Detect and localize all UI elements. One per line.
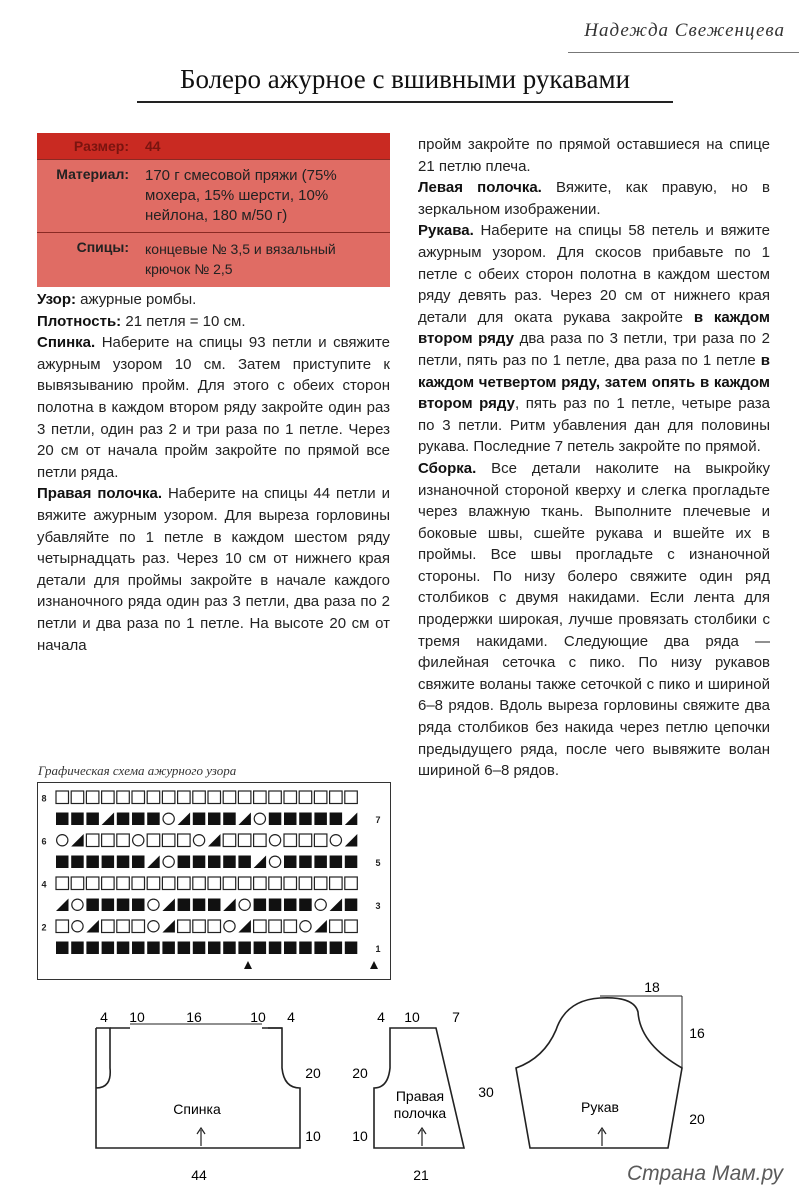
chart-cell-filled: [330, 813, 343, 826]
chart-cell-empty: [254, 877, 267, 890]
heading-right-front: Правая полочка.: [37, 485, 163, 503]
chart-cell-filled: [208, 856, 221, 869]
paragraph-pattern: [37, 289, 390, 311]
back-top-dim-2: 10: [129, 1009, 145, 1025]
title-underline: [137, 101, 673, 103]
chart-cell-empty: [314, 791, 327, 804]
spec-row-size: [37, 133, 390, 160]
chart-cell-empty: [284, 920, 297, 933]
chart-row-number: 5: [375, 858, 381, 868]
sleeve-outline: [516, 998, 682, 1148]
chart-cell-filled: [71, 942, 84, 955]
chart-cell-empty: [269, 791, 282, 804]
chart-cell-yarnover: [269, 835, 280, 846]
chart-cell-filled: [254, 899, 267, 912]
chart-cell-filled: [102, 942, 115, 955]
chart-cell-decrease: [208, 834, 221, 847]
front-label-1: Правая: [395, 1088, 445, 1104]
chart-cell-empty: [223, 791, 236, 804]
chart-cell-filled: [223, 856, 236, 869]
chart-cell-empty: [238, 791, 251, 804]
text-sleeves-a: Наберите на спицы 58 петель и вяжите ажурным узором. Для скосов прибавьте по 1 петле с обеих сторон полотна в каждом шестом ряду девять раз. Через 20 см от нижнего края детали для оката рукава закройте: [418, 222, 770, 326]
chart-cell-filled: [56, 856, 69, 869]
front-label-2: полочка: [393, 1105, 447, 1121]
chart-cell-yarnover: [72, 921, 83, 932]
chart-cell-yarnover: [300, 921, 311, 932]
chart-cell-filled: [132, 899, 145, 912]
chart-cell-empty: [117, 834, 130, 847]
chart-cell-empty: [71, 791, 84, 804]
sleeve-top-dim: 18: [644, 979, 660, 995]
chart-cell-empty: [102, 877, 115, 890]
chart-cell-empty: [208, 877, 221, 890]
chart-cell-decrease: [71, 834, 84, 847]
text-left-front: Вяжите, как правую, но в зеркальном изображении.: [418, 179, 770, 218]
chart-cell-empty: [254, 834, 267, 847]
back-schematic: [96, 1024, 300, 1148]
chart-cell-empty: [86, 834, 99, 847]
chart-cell-empty: [132, 920, 145, 933]
text-sleeves-c: два раза по 3 петли, три раза по 2 петли, пять раз по 1 петле, два раза по 1 петле: [418, 330, 770, 369]
chart-cell-filled: [117, 856, 130, 869]
chart-cell-empty: [147, 834, 160, 847]
chart-cell-filled: [56, 942, 69, 955]
chart-cell-empty: [238, 877, 251, 890]
back-right-dim-2: 10: [305, 1128, 321, 1144]
chart-caption: Графическая схема ажурного узора: [38, 763, 237, 778]
chart-cell-empty: [162, 877, 175, 890]
paragraph-sleeves: [418, 220, 770, 458]
chart-cell-filled: [345, 856, 358, 869]
text-back: Наберите на спицы 93 петли и свяжите ажурным узором 10 см. Затем приступите к вывязыванию пройм. Для этого с обеих сторон полотна в каждом втором ряду закройте один раз 3 петли, один раз 2 и три раза по 1 петле. Через 20 см от начала пройм закройте по прямой все петли ряда.: [37, 334, 390, 481]
heading-back: Спинка.: [37, 334, 96, 352]
chart-cell-empty: [345, 920, 358, 933]
chart-cell-empty: [147, 791, 160, 804]
chart-cell-filled: [223, 942, 236, 955]
chart-cell-empty: [117, 877, 130, 890]
chart-cell-yarnover: [239, 899, 250, 910]
chart-cell-filled: [86, 856, 99, 869]
chart-cell-empty: [223, 877, 236, 890]
text-sleeves-e: , пять раз по 1 петле, четыре раза по 3 петли. Ритм убавления дан для половины рукава. Последние 7 петель закройте по прямой.: [418, 395, 770, 456]
text-sleeves-b: в каждом втором ряду: [418, 308, 770, 348]
chart-cell-empty: [56, 920, 69, 933]
chart-cell-empty: [269, 877, 282, 890]
chart-cell-empty: [208, 791, 221, 804]
chart-cell-empty: [178, 920, 191, 933]
chart-cell-empty: [269, 920, 282, 933]
sleeve-right-dim-1: 16: [689, 1025, 705, 1041]
chart-cell-empty: [254, 920, 267, 933]
chart-cell-filled: [162, 942, 175, 955]
back-label: Спинка: [173, 1101, 221, 1117]
chart-cell-filled: [299, 942, 312, 955]
chart-cell-filled: [269, 899, 282, 912]
chart-cell-decrease: [162, 920, 175, 933]
chart-row-number: 6: [41, 836, 47, 847]
paragraph-gauge: [37, 311, 390, 333]
chart-cell-decrease: [330, 899, 343, 912]
chart-cell-filled: [330, 942, 343, 955]
chart-cell-filled: [208, 899, 221, 912]
front-top-dim-1: 4: [377, 1009, 385, 1025]
chart-cell-decrease: [56, 899, 69, 912]
heading-left-front: Левая полочка.: [418, 179, 542, 197]
chart-cell-empty: [314, 834, 327, 847]
chart-cell-filled: [238, 856, 251, 869]
chart-cell-filled: [71, 813, 84, 826]
back-top-dim-4: 10: [250, 1009, 266, 1025]
chart-cell-yarnover: [193, 835, 204, 846]
chart-cell-decrease: [345, 834, 358, 847]
chart-cell-empty: [178, 877, 191, 890]
chart-cell-empty: [86, 791, 99, 804]
chart-cell-filled: [86, 942, 99, 955]
author-divider: [568, 52, 799, 53]
chart-cell-filled: [193, 813, 206, 826]
front-top-dim-2: 10: [404, 1009, 420, 1025]
chart-cell-filled: [345, 942, 358, 955]
text-pattern: ажурные ромбы.: [76, 291, 197, 308]
chart-cell-filled: [299, 899, 312, 912]
chart-cell-filled: [284, 856, 297, 869]
chart-cell-empty: [314, 877, 327, 890]
chart-cell-filled: [117, 942, 130, 955]
page-title: Болеро ажурное с вшивными рукавами: [179, 64, 631, 94]
heading-pattern: Узор:: [37, 291, 76, 308]
chart-cell-filled: [71, 856, 84, 869]
chart-cell-empty: [284, 791, 297, 804]
sleeve-right-dim-2: 20: [689, 1111, 705, 1127]
paragraph-right-front: [37, 483, 390, 656]
chart-cell-decrease: [162, 899, 175, 912]
chart-cell-empty: [102, 920, 115, 933]
chart-cell-filled: [56, 813, 69, 826]
chart-cell-decrease: [86, 920, 99, 933]
chart-cell-empty: [330, 920, 343, 933]
chart-row-number: 3: [375, 901, 381, 911]
chart-cell-yarnover: [163, 813, 174, 824]
chart-cell-empty: [178, 791, 191, 804]
chart-cell-yarnover: [224, 921, 235, 932]
heading-gauge: Плотность:: [37, 312, 122, 330]
chart-cell-filled: [208, 942, 221, 955]
paragraph-continued: пройм закройте по прямой оставшиеся на спице 21 петлю плеча.: [418, 136, 770, 175]
chart-cell-empty: [102, 791, 115, 804]
paragraph-left-front: [418, 177, 770, 220]
left-column: [37, 289, 390, 656]
chart-cell-empty: [71, 877, 84, 890]
chart-cell-empty: [56, 877, 69, 890]
chart-cell-empty: [345, 791, 358, 804]
front-left-dim-1: 20: [352, 1065, 368, 1081]
chart-cell-empty: [284, 834, 297, 847]
back-top-dim-1: 4: [100, 1009, 108, 1025]
chart-cell-empty: [56, 791, 69, 804]
chart-cell-decrease: [178, 813, 191, 826]
chart-cell-filled: [269, 813, 282, 826]
chart-cell-empty: [132, 877, 145, 890]
chart-cell-decrease: [314, 920, 327, 933]
chart-cell-filled: [147, 942, 160, 955]
spec-table: [37, 133, 390, 287]
chart-cell-filled: [86, 899, 99, 912]
sleeve-schematic: [516, 996, 682, 1148]
chart-cell-filled: [238, 942, 251, 955]
chart-cell-yarnover: [163, 856, 174, 867]
chart-cell-yarnover: [72, 899, 83, 910]
back-top-dim-5: 4: [287, 1009, 295, 1025]
spec-size-label: Размер:: [73, 138, 129, 154]
chart-row-number: 2: [41, 922, 47, 933]
chart-cell-filled: [86, 813, 99, 826]
chart-cell-empty: [193, 877, 206, 890]
chart-cell-filled: [299, 813, 312, 826]
chart-cell-filled: [117, 899, 130, 912]
chart-cell-filled: [299, 856, 312, 869]
chart-direction-arrow: [244, 961, 252, 969]
chart-row-number: 4: [41, 879, 47, 890]
chart-cell-filled: [117, 813, 130, 826]
back-top-dim-3: 16: [186, 1009, 202, 1025]
lace-pattern-chart: [37, 782, 391, 980]
back-bottom-dim: 44: [191, 1167, 207, 1183]
chart-cell-filled: [208, 813, 221, 826]
chart-cell-empty: [254, 791, 267, 804]
chart-cell-filled: [178, 856, 191, 869]
lace-pattern-grid: [38, 783, 390, 979]
chart-cell-empty: [345, 877, 358, 890]
chart-cell-filled: [147, 813, 160, 826]
chart-cell-empty: [162, 834, 175, 847]
chart-cell-empty: [193, 791, 206, 804]
chart-cell-yarnover: [57, 835, 68, 846]
chart-cell-empty: [117, 791, 130, 804]
heading-assembly: Сборка.: [418, 459, 477, 477]
chart-cell-filled: [284, 813, 297, 826]
chart-row-number: 7: [375, 815, 381, 825]
front-top-dim-3: 7: [452, 1009, 460, 1025]
chart-cell-filled: [178, 942, 191, 955]
chart-cell-yarnover: [148, 921, 159, 932]
chart-cell-yarnover: [254, 813, 265, 824]
chart-cell-empty: [284, 877, 297, 890]
chart-cell-empty: [299, 877, 312, 890]
spec-needles-label: Спицы:: [76, 239, 129, 255]
chart-cell-filled: [314, 813, 327, 826]
chart-cell-empty: [299, 834, 312, 847]
spec-row-material: [37, 160, 390, 233]
chart-cell-yarnover: [315, 899, 326, 910]
back-right-dim-1: 20: [305, 1065, 321, 1081]
heading-sleeves: Рукава.: [418, 222, 474, 240]
site-watermark: Страна Мам.ру: [627, 1162, 783, 1185]
chart-cell-decrease: [238, 813, 251, 826]
chart-cell-empty: [102, 834, 115, 847]
chart-cell-empty: [193, 920, 206, 933]
chart-cell-decrease: [238, 920, 251, 933]
chart-cell-empty: [299, 791, 312, 804]
chart-cell-filled: [314, 856, 327, 869]
chart-cell-empty: [223, 834, 236, 847]
chart-cell-filled: [102, 899, 115, 912]
chart-cell-decrease: [254, 856, 267, 869]
chart-cell-filled: [178, 899, 191, 912]
back-outline: [96, 1028, 300, 1148]
chart-cell-empty: [132, 791, 145, 804]
sleeve-label: Рукав: [581, 1099, 619, 1115]
spec-row-needles: [37, 233, 390, 287]
spec-material-label: Материал:: [56, 166, 129, 182]
text-assembly: Все детали наколите на выкройку изнаночной стороной кверху и слегка прогладьте через влажную ткань. Выполните плечевые и боковые швы, сшейте рукава и вшейте их в проймы. Все швы прогладьте с изнаночной стороны. По низу болеро свяжите один ряд столбиков с двумя накидами. Если лента для продержки широкая, лучше провязать столбики с тремя накидами. Следующие два ряда — филейная сеточка с пико. По низу рукавов свяжите воланы также сеточкой с пико и шириной 6–8 рядов. Вдоль выреза горловины свяжите два ряда столбиков без накида через петлю цепочки предыдущего ряда, после чего вывяжите волан шириной 6–8 рядов.: [418, 459, 770, 780]
chart-cell-filled: [132, 856, 145, 869]
right-column: [418, 134, 770, 782]
chart-cell-filled: [330, 856, 343, 869]
chart-cell-empty: [208, 920, 221, 933]
chart-cell-filled: [314, 942, 327, 955]
chart-cell-empty: [147, 877, 160, 890]
chart-cell-decrease: [147, 856, 160, 869]
chart-cell-yarnover: [269, 856, 280, 867]
chart-cell-filled: [193, 899, 206, 912]
paragraph-back: [37, 332, 390, 483]
chart-cell-empty: [86, 877, 99, 890]
front-right-dim: 30: [478, 1084, 494, 1100]
chart-cell-decrease: [102, 813, 115, 826]
front-bottom-dim: 21: [413, 1167, 429, 1183]
chart-cell-filled: [345, 899, 358, 912]
spec-needles-value: концевые № 3,5 и вязальный крючок № 2,5: [145, 241, 336, 277]
spec-material-value: 170 г смесовой пряжи (75% мохера, 15% шерсти, 10% нейлона, 180 м/50 г): [145, 167, 337, 224]
chart-cell-filled: [132, 942, 145, 955]
chart-cell-filled: [193, 856, 206, 869]
chart-cell-filled: [223, 813, 236, 826]
chart-cell-filled: [284, 899, 297, 912]
chart-cell-filled: [193, 942, 206, 955]
chart-cell-empty: [178, 834, 191, 847]
chart-row-number: 8: [41, 793, 47, 804]
chart-cell-empty: [330, 877, 343, 890]
author-name: Надежда Свеженцева: [584, 20, 785, 41]
spec-size-value: 44: [145, 138, 161, 154]
chart-cell-yarnover: [148, 899, 159, 910]
chart-cell-filled: [254, 942, 267, 955]
chart-cell-empty: [117, 920, 130, 933]
chart-cell-filled: [284, 942, 297, 955]
chart-cell-yarnover: [133, 835, 144, 846]
chart-cell-empty: [330, 791, 343, 804]
chart-direction-arrow: [370, 961, 378, 969]
chart-cell-filled: [269, 942, 282, 955]
text-sleeves-d: в каждом четвертом ряду, затем опять в каждом втором ряду: [418, 351, 770, 413]
chart-cell-empty: [162, 791, 175, 804]
text-gauge: 21 петля = 10 см.: [121, 312, 246, 330]
chart-cell-decrease: [223, 899, 236, 912]
paragraph-assembly: [418, 458, 770, 782]
chart-cell-empty: [238, 834, 251, 847]
front-left-dim-2: 10: [352, 1128, 368, 1144]
text-right-front: Наберите на спицы 44 петли и вяжите ажурным узором. Для выреза горловины убавляйте по 1 петле в каждом шестом ряду четырнадцать раз. Через 10 см от нижнего края детали для проймы закройте в начале каждого изнаночного ряда один раз 3 петли, два раза по 2 петли и два раза по 1 петле. На высоте 20 см от начала: [37, 485, 390, 654]
chart-cell-decrease: [345, 813, 358, 826]
chart-cell-filled: [132, 813, 145, 826]
chart-cell-yarnover: [330, 835, 341, 846]
chart-cell-filled: [102, 856, 115, 869]
chart-row-number: 1: [375, 944, 381, 954]
